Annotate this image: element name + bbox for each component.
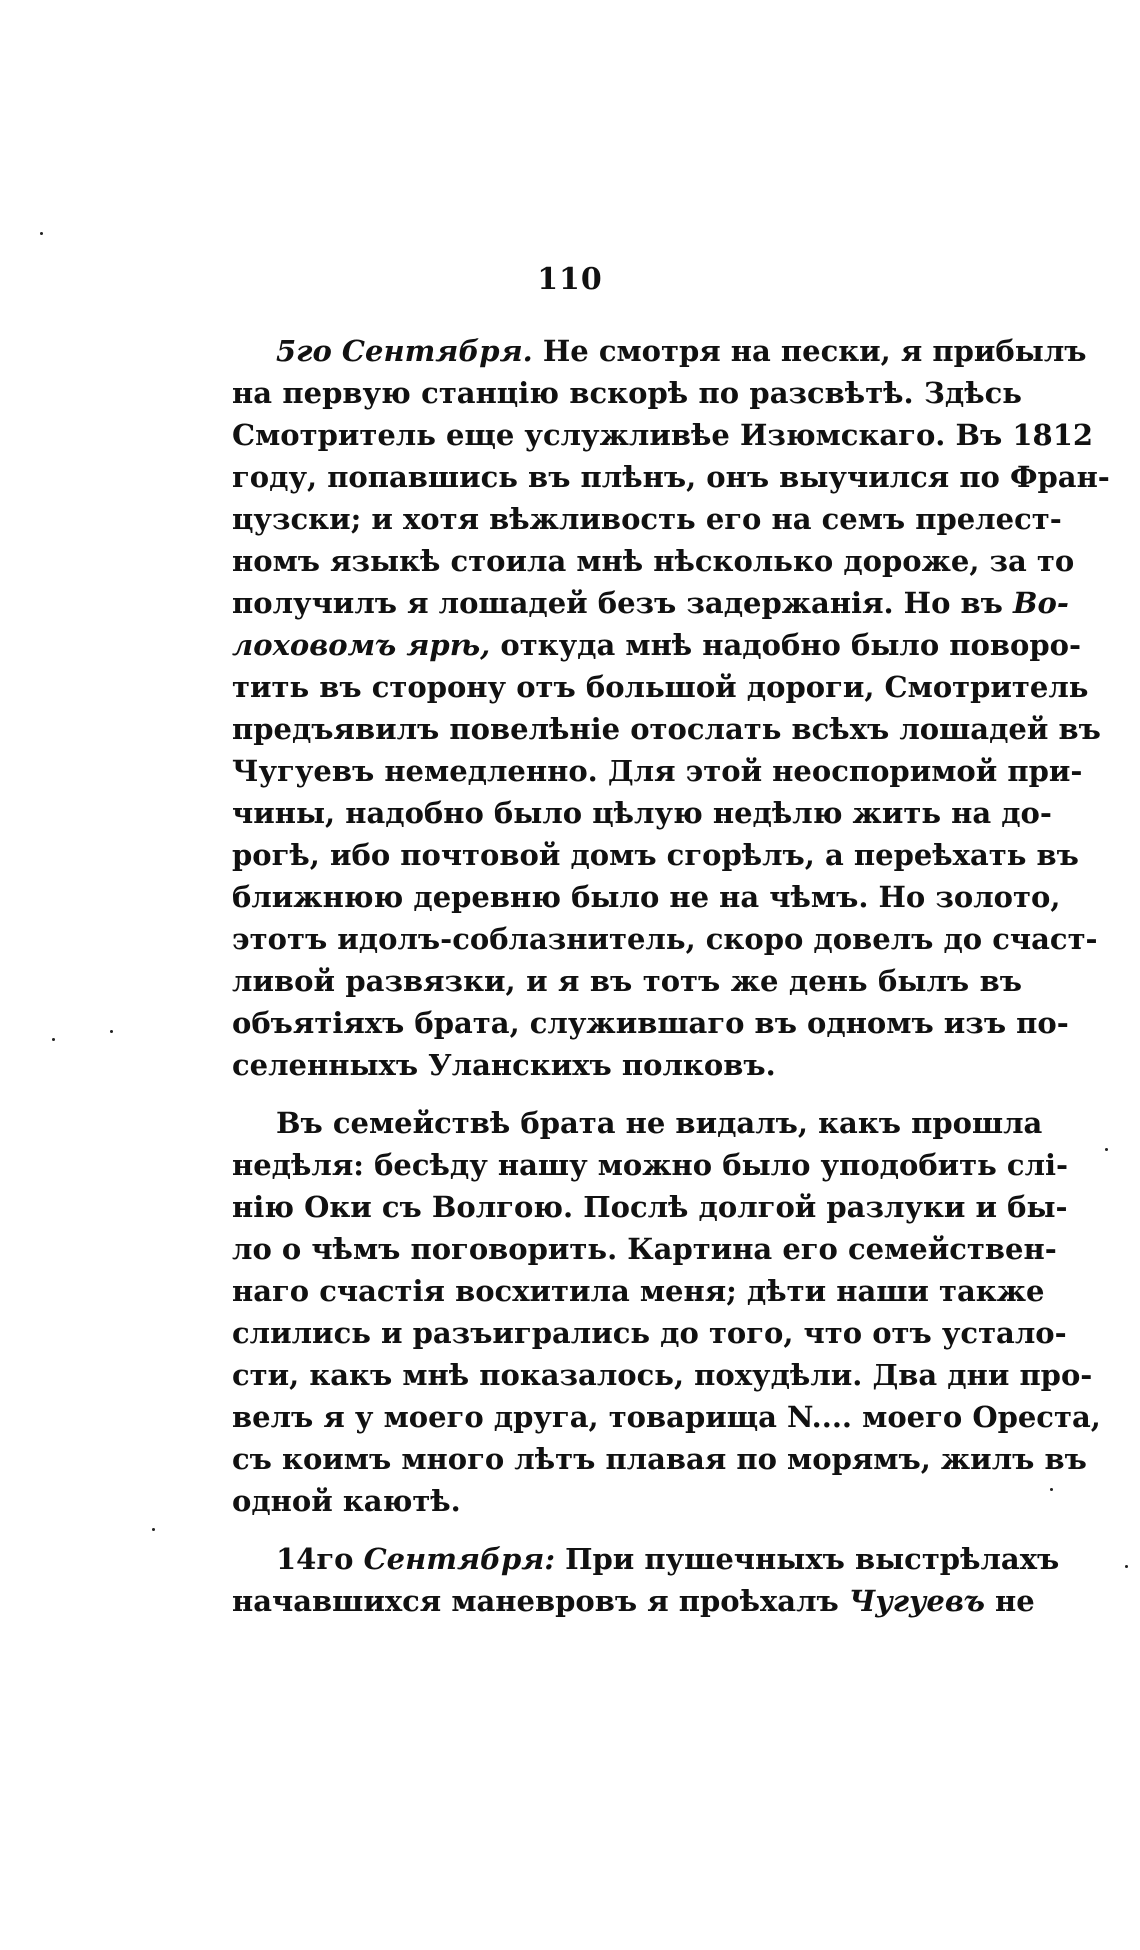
text-line: велъ я у моего друга, товарища N.... моего Ореста, <box>232 1400 1101 1434</box>
text-line: тить въ сторону отъ большой дороги, Смотритель <box>232 670 1089 704</box>
scan-speck <box>152 1528 155 1531</box>
date-heading: Сентября: <box>353 1542 556 1576</box>
scan-speck <box>1105 1148 1108 1151</box>
text-line: объятіяхъ брата, служившаго въ одномъ изъ по- <box>232 1006 1069 1040</box>
text-line <box>232 1580 1035 1622</box>
text-line: ло о чѣмъ поговорить. Картина его семействен- <box>232 1232 1057 1266</box>
date-heading: 5го Сентября. <box>276 334 533 368</box>
text-line <box>232 624 1081 666</box>
paragraph-2 <box>232 1102 1101 1522</box>
text-line: одной каютѣ. <box>232 1484 461 1518</box>
text-line <box>232 330 1087 372</box>
text-line: недѣля: бесѣду нашу можно было уподобить слі- <box>232 1148 1069 1182</box>
page-number: 110 <box>537 262 603 297</box>
text-line: слились и разъигрались до того, что отъ устало- <box>232 1316 1067 1350</box>
text-line: ближнюю деревню было не на чѣмъ. Но золото, <box>232 880 1061 914</box>
text-line: селенныхъ Уланскихъ полковъ. <box>232 1048 776 1082</box>
text-line: чины, надобно было цѣлую недѣлю жить на до- <box>232 796 1052 830</box>
line-text: откуда мнѣ надобно было поворо- <box>490 628 1081 662</box>
scan-speck <box>40 232 43 235</box>
text-line: Смотритель еще услужливѣе Изюмскаго. Въ 1812 <box>232 418 1094 452</box>
text-line <box>232 1538 1060 1580</box>
scan-speck <box>52 1038 55 1041</box>
place-name: Во- <box>1002 586 1069 620</box>
text-line <box>232 582 1069 624</box>
text-block <box>232 330 1110 1622</box>
text-line: предъявилъ повелѣніе отослать всѣхъ лошадей въ <box>232 712 1101 746</box>
text-line: сти, какъ мнѣ показалось, похудѣли. Два дни про- <box>232 1358 1093 1392</box>
text-line: Въ семействѣ брата не видалъ, какъ прошла <box>276 1106 1043 1140</box>
text-line: нію Оки съ Волгою. Послѣ долгой разлуки и бы- <box>232 1190 1068 1224</box>
date-number: 14го <box>276 1542 354 1576</box>
place-name: Чугуевъ <box>838 1584 985 1618</box>
line-text: При пушечныхъ выстрѣлахъ <box>555 1542 1060 1576</box>
scan-speck <box>1050 1488 1053 1491</box>
place-name: лоховомъ ярѣ, <box>232 628 491 662</box>
text-line: наго счастія восхитила меня; дѣти наши также <box>232 1274 1045 1308</box>
text-line: году, попавшись въ плѣнъ, онъ выучился по Фран- <box>232 460 1110 494</box>
line-text: получилъ я лошадей безъ задержанія. Но въ <box>232 586 1003 620</box>
text-line: рогѣ, ибо почтовой домъ сгорѣлъ, а переѣхать въ <box>232 838 1079 872</box>
text-line: Чугуевъ немедленно. Для этой неоспоримой при- <box>232 754 1083 788</box>
line-text: не <box>984 1584 1035 1618</box>
text-line: номъ языкѣ стоила мнѣ нѣсколько дороже, за то <box>232 544 1075 578</box>
paragraph-3 <box>232 1538 1060 1622</box>
scan-speck <box>1125 1565 1128 1568</box>
text-line: этотъ идолъ-соблазнитель, скоро довелъ до счаст- <box>232 922 1098 956</box>
text-line: цузски; и хотя вѣжливость его на семъ прелест- <box>232 502 1062 536</box>
paragraph-1 <box>232 330 1110 1086</box>
text-line: на первую станцію вскорѣ по разсвѣтѣ. Здѣсь <box>232 376 1022 410</box>
line-text: начавшихся маневровъ я проѣхалъ <box>232 1584 839 1618</box>
text-line: съ коимъ много лѣтъ плавая по морямъ, жилъ въ <box>232 1442 1087 1476</box>
text-line: ливой развязки, и я въ тотъ же день былъ въ <box>232 964 1022 998</box>
scan-speck <box>110 1030 113 1033</box>
line-text: Не смотря на пески, я прибылъ <box>532 334 1087 368</box>
